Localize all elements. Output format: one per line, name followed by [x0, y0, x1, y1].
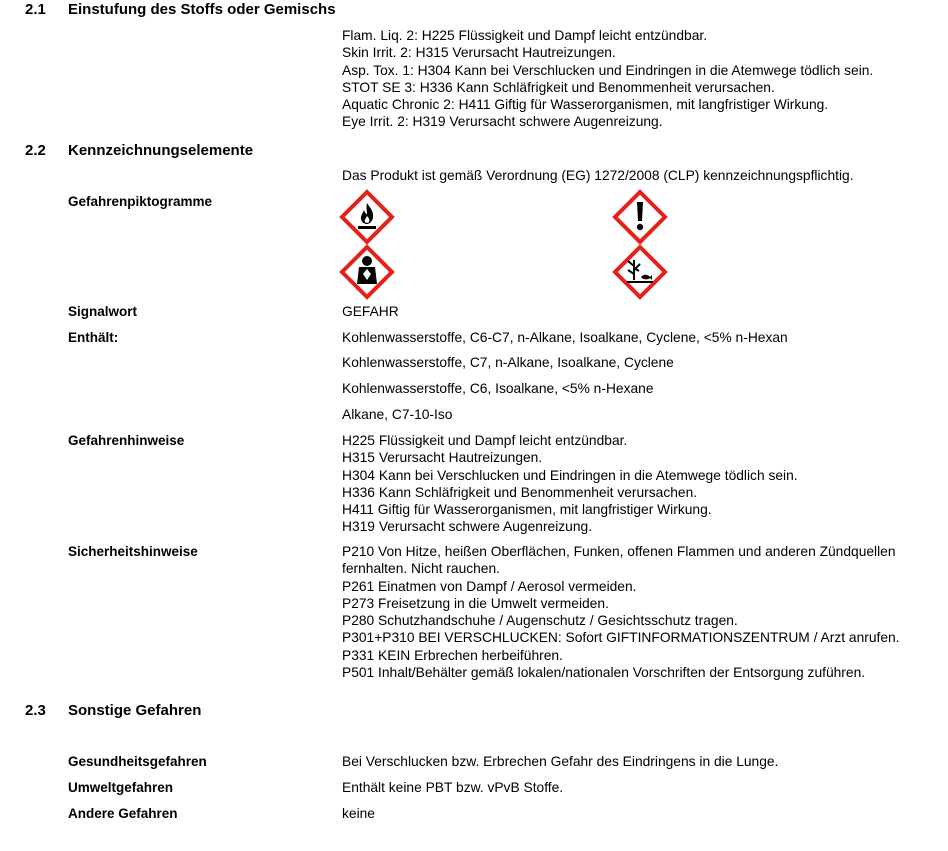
flame-icon [339, 189, 395, 245]
precautionary-statement: fernhalten. Nicht rauchen. [342, 561, 500, 577]
health-hazard-icon [339, 244, 395, 300]
signal-word-value: GEFAHR [342, 304, 399, 319]
contains-label: Enthält: [68, 330, 119, 345]
precautionary-statements-list [342, 543, 900, 681]
hazard-statements-list [342, 432, 798, 536]
hazard-statement: H304 Kann bei Verschlucken und Eindringen in die Atemwege tödlich sein. [342, 467, 798, 483]
hazard-statement: H315 Verursacht Hautreizungen. [342, 450, 543, 466]
classification-line: Flam. Liq. 2: H225 Flüssigkeit und Dampf leicht entzündbar. [342, 28, 708, 43]
exclamation-icon [612, 189, 668, 245]
labelling-intro: Das Produkt ist gemäß Verordnung (EG) 1272/2008 (CLP) kennzeichnungspflichtig. [342, 168, 854, 183]
contains-item: Kohlenwasserstoffe, C6-C7, n-Alkane, Isoalkane, Cyclene, <5% n-Hexan [342, 330, 788, 345]
precautionary-statement: P501 Inhalt/Behälter gemäß lokalen/nationalen Vorschriften der Entsorgung zuführen. [342, 665, 866, 681]
section-2-1-title: Einstufung des Stoffs oder Gemischs [68, 1, 336, 18]
section-2-3-number: 2.3 [25, 702, 46, 719]
classification-line: Eye Irrit. 2: H319 Verursacht schwere Augenreizung. [342, 114, 663, 130]
precautionary-statement: P273 Freisetzung in die Umwelt vermeiden. [342, 595, 609, 611]
precautionary-statement: P280 Schutzhandschuhe / Augenschutz / Gesichtsschutz tragen. [342, 613, 738, 629]
pictograms-label: Gefahrenpiktogramme [68, 194, 213, 209]
environment-hazards-label: Umweltgefahren [68, 780, 174, 795]
contains-item: Kohlenwasserstoffe, C6, Isoalkane, <5% n-Hexane [342, 381, 654, 396]
hazard-statement: H411 Giftig für Wasserorganismen, mit langfristiger Wirkung. [342, 502, 712, 518]
classification-line: Skin Irrit. 2: H315 Verursacht Hautreizungen. [342, 45, 616, 61]
environment-hazards-value: Enthält keine PBT bzw. vPvB Stoffe. [342, 780, 564, 795]
section-2-2-number: 2.2 [25, 142, 46, 159]
classification-list [342, 27, 873, 131]
classification-line: Aquatic Chronic 2: H411 Giftig für Wasserorganismen, mit langfristiger Wirkung. [342, 97, 829, 113]
classification-line: Asp. Tox. 1: H304 Kann bei Verschlucken und Eindringen in die Atemwege tödlich sein. [342, 62, 874, 78]
section-2-2-title: Kennzeichnungselemente [68, 142, 254, 159]
signal-word-label: Signalwort [68, 304, 138, 319]
precautionary-statement: P331 KEIN Erbrechen herbeiführen. [342, 647, 563, 663]
precautionary-statement: P301+P310 BEI VERSCHLUCKEN: Sofort GIFTINFORMATIONSZENTRUM / Arzt anrufen. [342, 630, 900, 646]
hazard-statement: H225 Flüssigkeit und Dampf leicht entzündbar. [342, 433, 628, 448]
other-hazards-label: Andere Gefahren [68, 806, 178, 821]
section-2-1-number: 2.1 [25, 1, 46, 18]
health-hazards-label: Gesundheitsgefahren [68, 754, 207, 769]
contains-item: Kohlenwasserstoffe, C7, n-Alkane, Isoalkane, Cyclene [342, 355, 674, 370]
section-2-3-title: Sonstige Gefahren [68, 702, 202, 719]
hazard-statement: H319 Verursacht schwere Augenreizung. [342, 519, 593, 535]
classification-line: STOT SE 3: H336 Kann Schläfrigkeit und Benommenheit verursachen. [342, 79, 775, 95]
health-hazards-value: Bei Verschlucken bzw. Erbrechen Gefahr des Eindringens in die Lunge. [342, 754, 779, 769]
contains-item: Alkane, C7-10-Iso [342, 407, 453, 422]
environment-icon [612, 244, 668, 300]
precautionary-statements-label: Sicherheitshinweise [68, 544, 198, 559]
other-hazards-value: keine [342, 806, 375, 821]
precautionary-statement: P210 Von Hitze, heißen Oberflächen, Funken, offenen Flammen und anderen Zündquellen [342, 544, 896, 559]
hazard-statement: H336 Kann Schläfrigkeit und Benommenheit verursachen. [342, 484, 698, 500]
hazard-statements-label: Gefahrenhinweise [68, 433, 185, 448]
precautionary-statement: P261 Einatmen von Dampf / Aerosol vermeiden. [342, 578, 637, 594]
